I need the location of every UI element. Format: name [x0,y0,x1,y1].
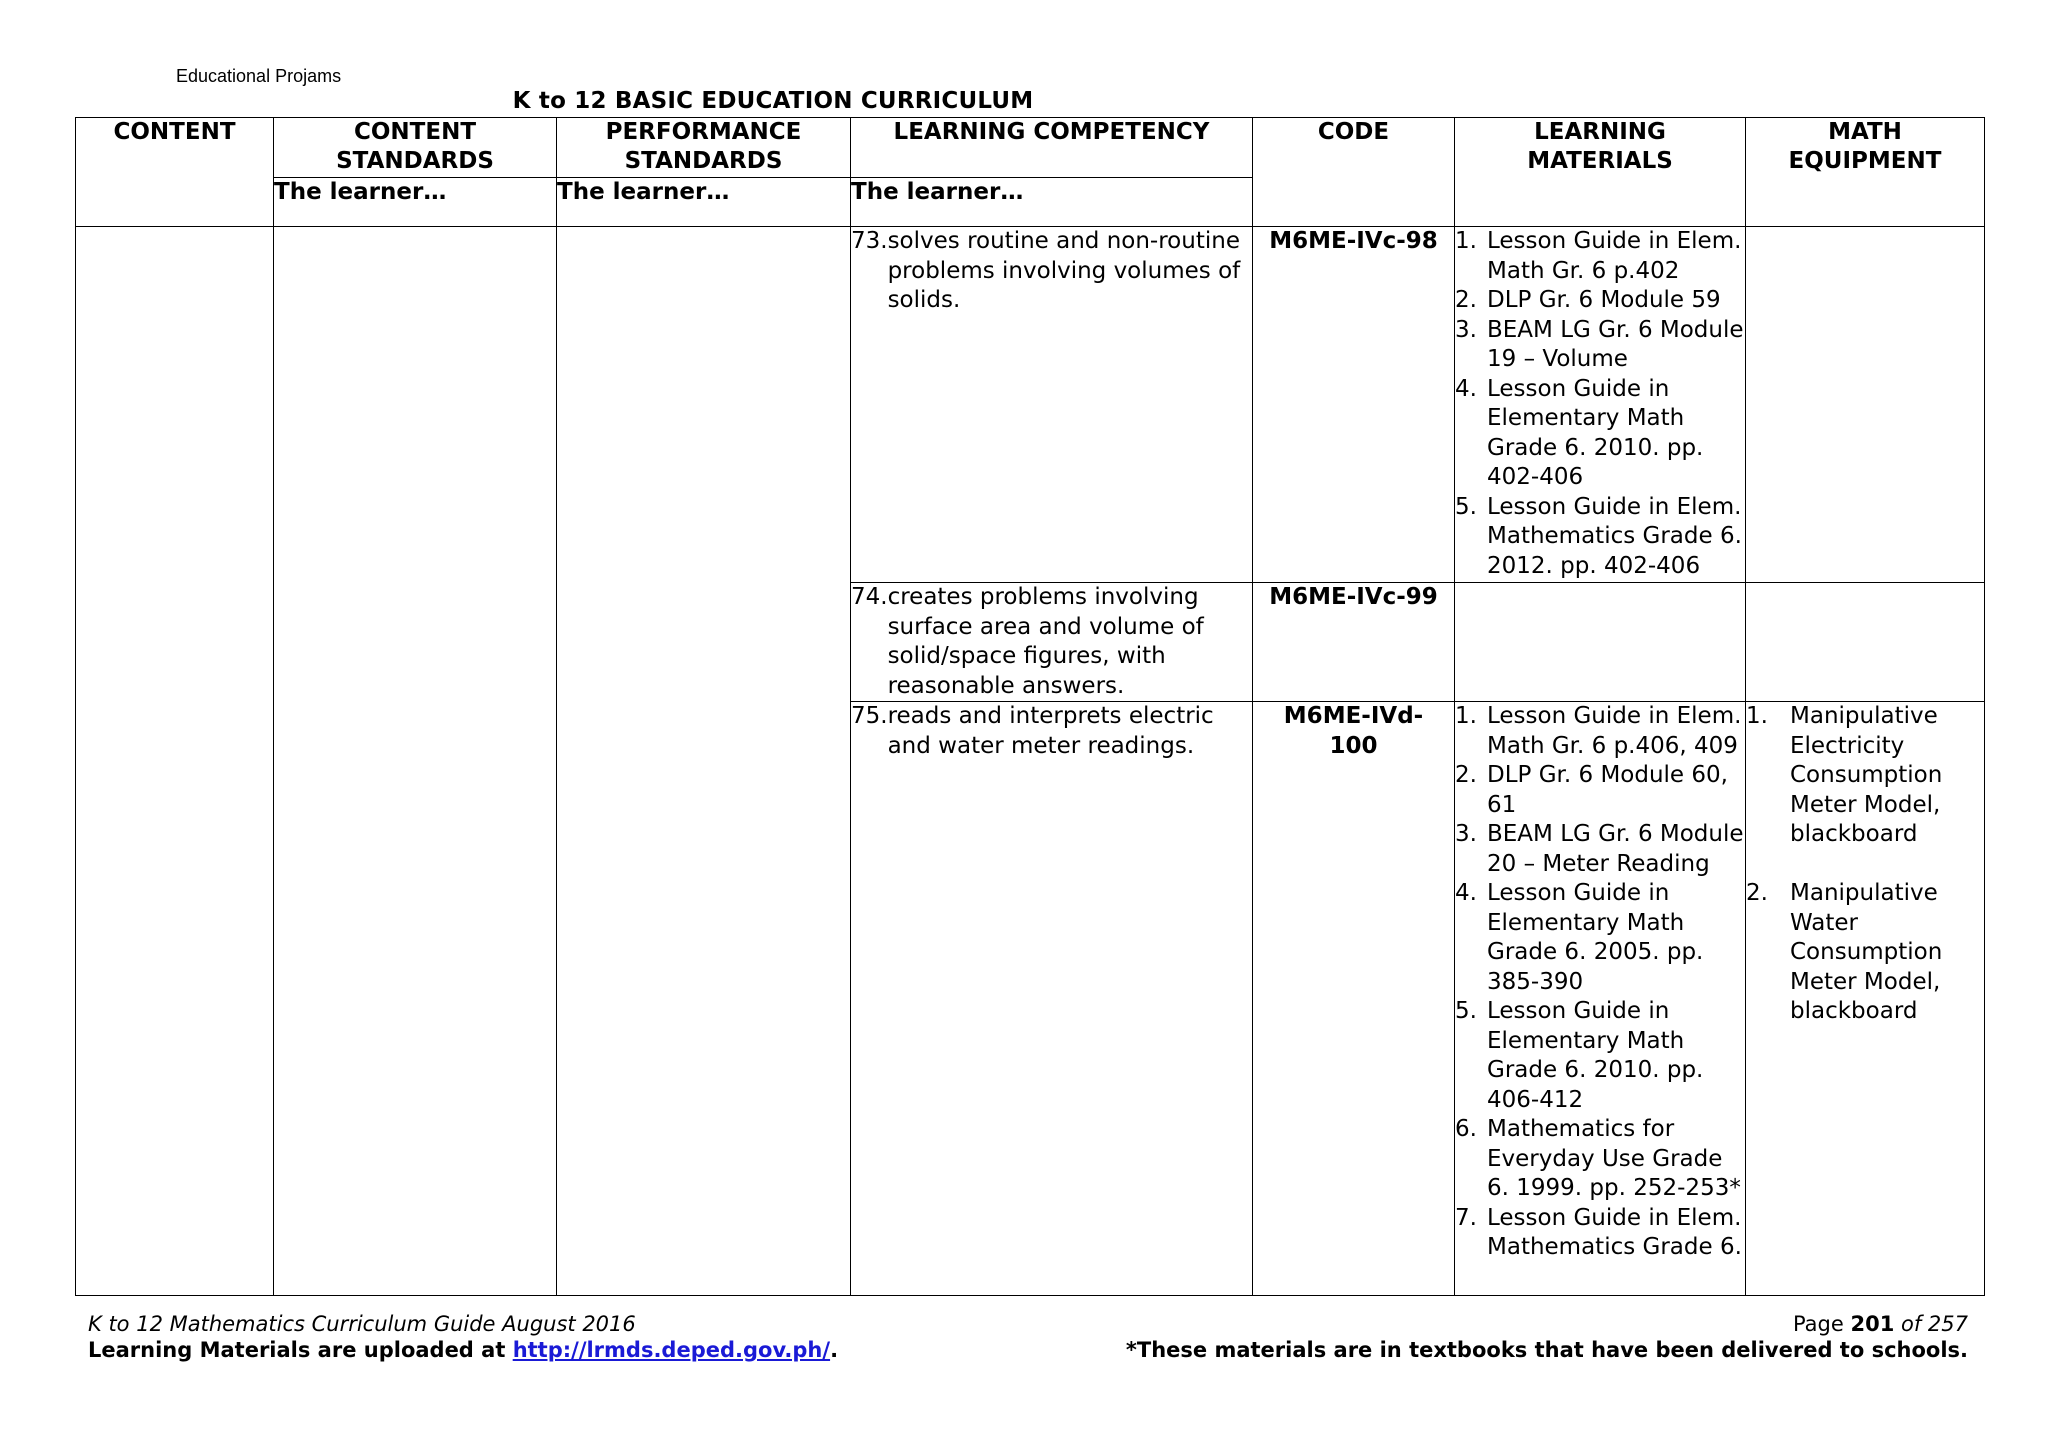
header-learning-materials: LEARNING MATERIALS [1455,118,1746,227]
header-learner-performance: The learner… [557,178,851,227]
code-cell: M6ME-IVc-98 [1253,227,1455,583]
header-learning-competency: LEARNING COMPETENCY [851,118,1253,178]
materials-cell [1455,583,1746,702]
material-item: 6. Mathematics for Everyday Use Grade 6. 1999. pp. 252-253* [1455,1116,1741,1201]
equipment-item: 2. Manipulative Water Consumption Meter Model, blackboard [1746,880,1943,1024]
equipment-cell [1746,227,1985,583]
material-item: 3. BEAM LG Gr. 6 Module 19 – Volume [1455,316,1744,372]
material-item: 3. BEAM LG Gr. 6 Module 20 – Meter Reading [1455,821,1744,877]
competency-text: creates problems involving surface area and volume of solid/space figures, with reasonable answers. [887,584,1204,699]
competency-text: solves routine and non-routine problems involving volumes of solids. [887,228,1241,313]
material-item: 5. Lesson Guide in Elementary Math Grade 6. 2010. pp. 406-412 [1455,998,1704,1113]
watermark-text: Educational Projams [176,66,342,86]
code-cell: M6ME-IVd-100 [1253,702,1455,1296]
material-item: 1. Lesson Guide in Elem. Math Gr. 6 p.406, 409 [1455,703,1742,759]
material-item: 2. DLP Gr. 6 Module 60, 61 [1455,762,1728,818]
performance-standards-cell [557,227,851,1296]
competency-text: reads and interprets electric and water meter readings. [887,703,1214,759]
material-item: 4. Lesson Guide in Elementary Math Grade 6. 2005. pp. 385-390 [1455,880,1704,995]
material-item: 4. Lesson Guide in Elementary Math Grade 6. 2010. pp. 402-406 [1455,375,1704,490]
competency-number: 75. [851,703,888,729]
footer-upload-note: Learning Materials are uploaded at http://lrmds.deped.gov.ph/. [88,1338,839,1362]
footer-right [1126,1311,1968,1363]
curriculum-table [75,117,1985,1296]
materials-cell [1455,227,1746,583]
competency-cell [851,702,1253,1296]
material-item: 5. Lesson Guide in Elem. Mathematics Grade 6. 2012. pp. 402-406 [1455,493,1742,579]
content-cell [76,227,274,1296]
content-standards-cell [274,227,557,1296]
header-content-standards: CONTENT STANDARDS [274,118,557,178]
page-number: Page 201 of 257 [1792,1312,1968,1336]
footer-textbook-note: *These materials are in textbooks that have been delivered to schools. [1125,1338,1968,1362]
competency-number: 74. [851,584,888,610]
materials-cell [1455,702,1746,1296]
footer-left [88,1311,838,1363]
header-content: CONTENT [76,118,274,227]
equipment-cell [1746,583,1985,702]
material-item: 7. Lesson Guide in Elem. Mathematics Grade 6. [1455,1204,1742,1260]
code-cell: M6ME-IVc-99 [1253,583,1455,702]
competency-number: 73. [851,228,888,254]
material-item: 1. Lesson Guide in Elem. Math Gr. 6 p.402 [1455,228,1742,284]
competency-cell [851,227,1253,583]
header-learner-content: The learner… [274,178,557,227]
document-title: K to 12 BASIC EDUCATION CURRICULUM [512,88,1034,114]
table-row [76,227,1985,583]
material-item: 2. DLP Gr. 6 Module 59 [1455,287,1721,313]
header-math-equipment: MATH EQUIPMENT [1746,118,1985,227]
equipment-cell [1746,702,1985,1296]
equipment-item: 1. Manipulative Electricity Consumption Meter Model, blackboard [1746,703,1943,847]
competency-cell [851,583,1253,702]
header-performance-standards: PERFORMANCE STANDARDS [557,118,851,178]
lrmds-link[interactable]: http://lrmds.deped.gov.ph/ [512,1338,831,1362]
header-learner-competency: The learner… [851,178,1253,227]
header-code: CODE [1253,118,1455,227]
footer-guide-title: K to 12 Mathematics Curriculum Guide August 2016 [88,1312,636,1336]
